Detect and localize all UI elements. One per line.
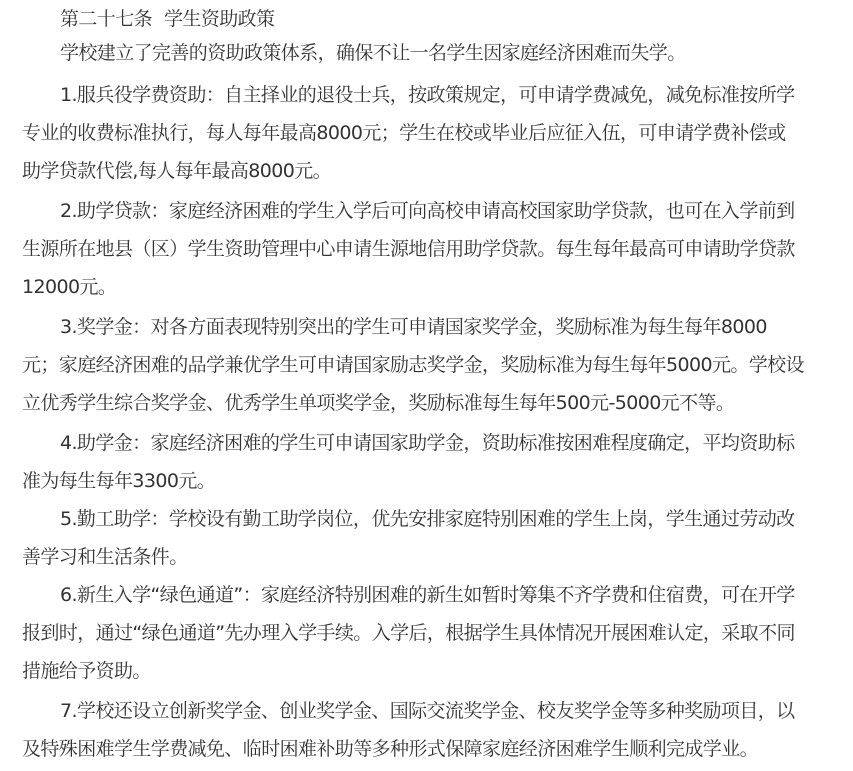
item-1-line-2: 专业的收费标准执行，每人每年最高8000元；学生在校或毕业后应征入伍，可申请学费补偿或 xyxy=(22,122,786,144)
item-3-line-2: 元；家庭经济困难的品学兼优学生可申请国家励志奖学金，奖励标准为每生每年5000元。学校设 xyxy=(22,354,804,376)
item-7-line-1: 7.学校还设立创新奖学金、创业奖学金、国际交流奖学金、校友奖学金等多种奖励项目，以 xyxy=(60,700,795,722)
item-6-line-3: 措施给予资助。 xyxy=(22,660,151,682)
item-3-line-1: 3.奖学金：对各方面表现特别突出的学生可申请国家奖学金，奖励标准为每生每年8000 xyxy=(60,316,767,338)
item-3-line-3: 立优秀学生综合奖学金、优秀学生单项奖学金，奖励标准每生每年500元-5000元不等。 xyxy=(22,392,735,414)
article-number: 第二十七条 xyxy=(60,8,153,30)
item-2-line-1: 2.助学贷款：家庭经济困难的学生入学后可向高校申请高校国家助学贷款，也可在入学前到 xyxy=(60,200,795,222)
item-7-line-2: 及特殊困难学生学费减免、临时困难补助等多种形式保障家庭经济困难学生顺利完成学业。 xyxy=(22,738,759,760)
article-title xyxy=(60,0,274,38)
item-5-line-1: 5.勤工助学：学校设有勤工助学岗位，优先安排家庭特别困难的学生上岗，学生通过劳动改 xyxy=(60,508,795,530)
item-2-line-3: 12000元。 xyxy=(22,276,117,298)
item-4-line-2: 准为每生每年3300元。 xyxy=(22,470,216,492)
item-1-line-3: 助学贷款代偿,每人每年最高8000元。 xyxy=(22,160,331,182)
item-4-line-1: 4.助学金：家庭经济困难的学生可申请国家助学金，资助标准按困难程度确定，平均资助标 xyxy=(60,432,795,454)
item-6-line-1: 6.新生入学“绿色通道”：家庭经济特别困难的新生如暂时筹集不齐学费和住宿费，可在开学 xyxy=(60,584,795,606)
article-heading: 学生资助政策 xyxy=(164,8,275,30)
item-5-line-2: 善学习和生活条件。 xyxy=(22,546,188,568)
item-2-line-2: 生源所在地县（区）学生资助管理中心申请生源地信用助学贷款。每生每年最高可申请助学贷款 xyxy=(22,238,795,260)
item-6-line-2: 报到时，通过“绿色通道”先办理入学手续。入学后，根据学生具体情况开展困难认定，采取不同 xyxy=(22,622,795,644)
article-intro: 学校建立了完善的资助政策体系，确保不让一名学生因家庭经济困难而失学。 xyxy=(60,42,686,64)
item-1-line-1: 1.服兵役学费资助：自主择业的退役士兵，按政策规定，可申请学费减免，减免标准按所学 xyxy=(60,84,795,106)
